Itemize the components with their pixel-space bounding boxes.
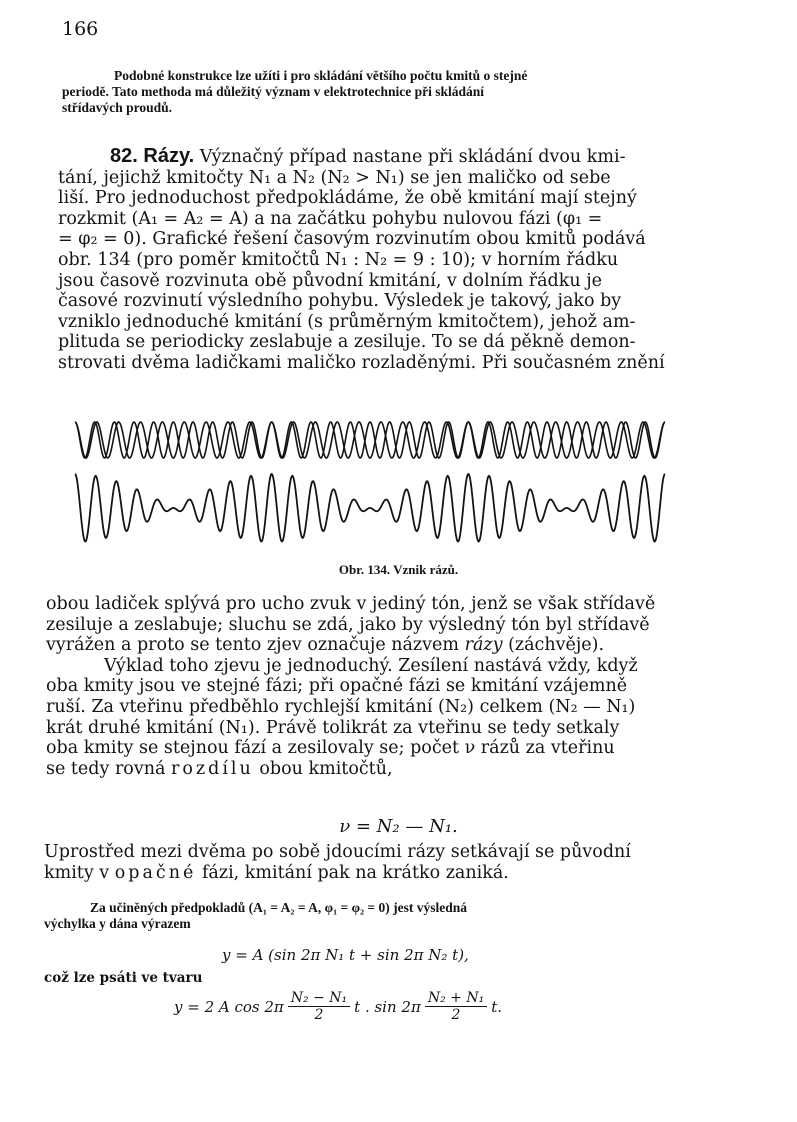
text-line bbox=[44, 863, 684, 884]
fraction-difference bbox=[288, 990, 350, 1023]
fraction-denominator: 2 bbox=[314, 1007, 324, 1023]
section-number: 82. bbox=[110, 145, 138, 167]
text-line: časové rozvinutí výsledního pohybu. Výsledek je takový, jako by bbox=[58, 291, 622, 312]
text-line: obr. 134 (pro poměr kmitočtů N₁ : N₂ = 9 : 10); v horním řádku bbox=[58, 249, 619, 270]
text-line bbox=[46, 759, 686, 780]
text-line: oba kmity jsou ve stejné fázi; při opačné fázi se kmitání vzájemně bbox=[46, 676, 628, 697]
note-line: periodě. Tato methoda má důležitý význam v elektrotechnice při skládání bbox=[62, 84, 484, 99]
text-line: jsou časově rozvinuta obě původní kmitání, v dolním řádku je bbox=[58, 270, 602, 291]
text-line: vzniklo jednoduché kmitání (s průměrným kmitočtem), jehož am- bbox=[58, 311, 636, 332]
wave-original-n1 bbox=[75, 422, 665, 458]
term-difference: rozdílu bbox=[171, 758, 254, 779]
wave-resultant bbox=[75, 474, 665, 542]
page-number: 166 bbox=[62, 18, 99, 40]
section-title: Rázy. bbox=[143, 145, 195, 167]
note-line: Podobné konstrukce lze užíti i pro skládání většího počtu kmitů o stejné bbox=[114, 68, 528, 83]
text-line: krát druhé kmitání (N₁). Právě tolikrát za vteřinu se tedy setkaly bbox=[46, 717, 620, 738]
wave-original-n2 bbox=[75, 422, 665, 458]
text-line: tání, jejichž kmitočty N₁ a N₂ (N₂ > N₁) se jen maličko od sebe bbox=[58, 167, 611, 188]
text-fragment: vyrážen a proto se tento zjev označuje názvem bbox=[46, 635, 459, 656]
term-beats: rázy bbox=[464, 635, 503, 656]
note-line: střídavých proudů. bbox=[62, 100, 173, 115]
text-line: Výklad toho zjevu je jednoduchý. Zesílení nastává vždy, když bbox=[104, 655, 638, 676]
paragraph-beats-explanation bbox=[46, 594, 686, 779]
equation-product bbox=[174, 990, 502, 1023]
eq-part: t . sin 2π bbox=[354, 997, 421, 1016]
text-line bbox=[46, 635, 686, 656]
fraction-numerator: N₂ − N₁ bbox=[288, 990, 350, 1007]
text-fragment: fázi, kmitání pak na krátko zaniká. bbox=[201, 862, 509, 883]
term-opposite: opačné bbox=[114, 862, 197, 883]
equation-sum: y = A (sin 2π N₁ t + sin 2π N₂ t), bbox=[222, 946, 469, 964]
beats-figure bbox=[70, 408, 670, 548]
text-fragment: obou kmitočtů, bbox=[259, 758, 393, 779]
paragraph-opposite-phase bbox=[44, 842, 684, 883]
text-line: = φ₂ = 0). Grafické řešení časovým rozvinutím obou kmitů podává bbox=[58, 229, 646, 250]
small-print-derivation bbox=[44, 900, 684, 932]
intro-note bbox=[62, 68, 702, 116]
small-line: Za učiněných předpokladů (A₁ = A₂ = A, φ₁ = φ₂ = 0) jest výsledná bbox=[90, 900, 467, 915]
text-line: plituda se periodicky zeslabuje a zesiluje. To se dá pěkně demon- bbox=[58, 332, 636, 353]
small-line: což lze psáti ve tvaru bbox=[44, 970, 203, 986]
text-line: liší. Pro jednoduchost předpokládáme, že obě kmitání mají stejný bbox=[58, 188, 637, 209]
text-fragment: se tedy rovná bbox=[46, 758, 166, 779]
section-beats bbox=[58, 146, 688, 374]
fraction-denominator: 2 bbox=[451, 1007, 461, 1023]
section-heading-line bbox=[58, 146, 688, 168]
text-line: strovati dvěma ladičkami maličko rozladěnými. Při současném znění bbox=[58, 352, 665, 373]
small-line: výchylka y dána výrazem bbox=[44, 916, 191, 931]
equation-beat-frequency: ν = N₂ — N₁. bbox=[339, 816, 458, 837]
figure-caption: Obr. 134. Vznik rázů. bbox=[338, 562, 459, 577]
text-fragment: (záchvěje). bbox=[508, 635, 605, 656]
eq-part: t. bbox=[491, 997, 502, 1016]
eq-part: y = 2 A cos 2π bbox=[174, 997, 284, 1016]
text-line: rozkmit (A₁ = A₂ = A) a na začátku pohybu nulovou fázi (φ₁ = bbox=[58, 208, 603, 229]
section-first-line: Význačný případ nastane při skládání dvou kmi- bbox=[199, 147, 626, 167]
text-line: obou ladiček splývá pro ucho zvuk v jediný tón, jenž se však střídavě bbox=[46, 594, 656, 614]
text-line: oba kmity se stejnou fází a zesilovaly se; počet ν rázů za vteřinu bbox=[46, 738, 615, 759]
fraction-sum bbox=[425, 990, 487, 1023]
text-line: zesiluje a zeslabuje; sluchu se zdá, jako by výsledný tón byl střídavě bbox=[46, 614, 650, 635]
fraction-numerator: N₂ + N₁ bbox=[425, 990, 487, 1007]
text-line: ruší. Za vteřinu předběhlo rychlejší kmitání (N₂) celkem (N₂ — N₁) bbox=[46, 696, 636, 717]
text-line: Uprostřed mezi dvěma po sobě jdoucími rázy setkávají se původní bbox=[44, 842, 631, 862]
text-fragment: kmity v bbox=[44, 862, 110, 883]
